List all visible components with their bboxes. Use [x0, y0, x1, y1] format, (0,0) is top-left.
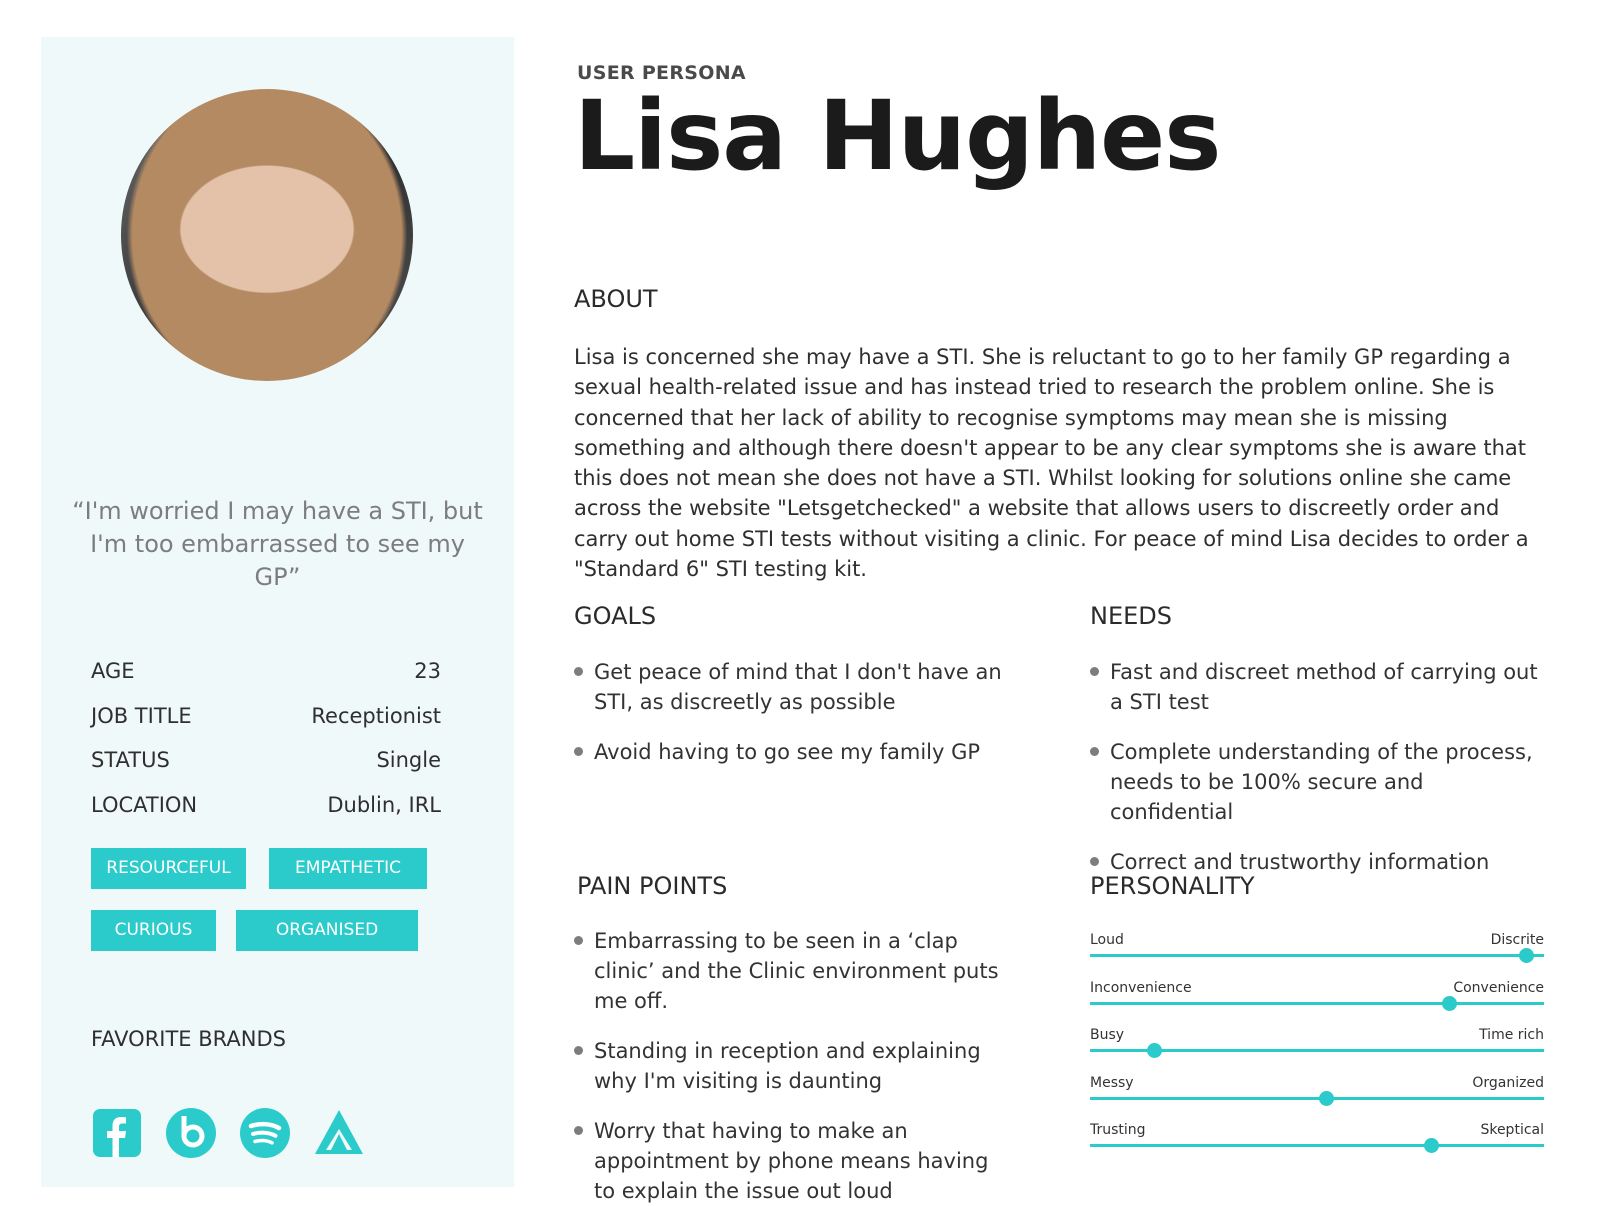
- favorite-brands: [91, 1107, 387, 1159]
- info-row-job-title: [91, 694, 441, 739]
- slider-left-label: Loud: [1090, 932, 1124, 948]
- list-item: Embarrassing to be seen in a ‘clap clinic’ and the Clinic environment puts me off.: [574, 926, 1004, 1016]
- slider-labels: [1090, 932, 1544, 952]
- slider-track: [1090, 954, 1544, 957]
- facebook-icon: [91, 1107, 143, 1159]
- slider-right-label: Organized: [1472, 1074, 1544, 1091]
- persona-info: [91, 649, 441, 827]
- list-item: Correct and trustworthy information: [1090, 847, 1540, 877]
- slider-track: [1090, 1097, 1544, 1100]
- info-label: LOCATION: [91, 792, 198, 817]
- slider-left-label: Trusting: [1090, 1122, 1146, 1138]
- goals-title: GOALS: [574, 602, 657, 630]
- info-row-status: [91, 738, 441, 783]
- personality-slider: [1090, 1122, 1544, 1170]
- persona-name: Lisa Hughes: [574, 80, 1221, 192]
- personality-sliders: [1090, 932, 1544, 1170]
- info-label: STATUS: [91, 748, 170, 773]
- info-label: JOB TITLE: [91, 703, 192, 728]
- persona-sidebar: [41, 37, 514, 1187]
- slider-left-label: Inconvenience: [1090, 979, 1192, 996]
- trait-tag: EMPATHETIC: [269, 848, 427, 889]
- info-value: 23: [414, 659, 441, 684]
- info-row-age: [91, 649, 441, 694]
- pain-points-title: PAIN POINTS: [577, 872, 728, 900]
- slider-left-label: Messy: [1090, 1074, 1134, 1091]
- persona-quote: “I'm worried I may have a STI, but I'm too embarrassed to see my GP”: [72, 497, 483, 591]
- slider-knob: [1442, 996, 1457, 1011]
- persona-eyebrow: USER PERSONA: [577, 62, 746, 84]
- info-value: Single: [376, 748, 441, 773]
- slider-track: [1090, 1002, 1544, 1005]
- info-row-location: [91, 783, 441, 828]
- goals-list: [574, 657, 1004, 767]
- slider-right-label: Time rich: [1479, 1027, 1544, 1043]
- spotify-icon: [239, 1107, 291, 1159]
- slider-left-label: Busy: [1090, 1027, 1125, 1043]
- slider-right-label: Skeptical: [1480, 1122, 1544, 1138]
- slider-knob: [1147, 1043, 1162, 1058]
- slider-knob: [1319, 1091, 1334, 1106]
- info-value: Dublin, IRL: [327, 792, 441, 817]
- personality-title: PERSONALITY: [1090, 872, 1255, 900]
- list-item: Avoid having to go see my family GP: [574, 737, 1004, 767]
- about-title: ABOUT: [574, 285, 658, 313]
- slider-right-label: Discrite: [1490, 932, 1544, 948]
- trait-tag: RESOURCEFUL: [91, 848, 246, 889]
- slider-labels: [1090, 1122, 1544, 1142]
- slider-labels: [1090, 1075, 1544, 1095]
- slider-labels: [1090, 980, 1544, 1000]
- slider-knob: [1519, 948, 1534, 963]
- trait-tag: CURIOUS: [91, 910, 216, 951]
- persona-photo: [121, 89, 413, 381]
- info-label: AGE: [91, 659, 135, 684]
- trait-tag: ORGANISED: [236, 910, 418, 951]
- slider-track: [1090, 1144, 1544, 1147]
- list-item: Standing in reception and explaining why I'm visiting is daunting: [574, 1036, 1004, 1096]
- about-text: Lisa is concerned she may have a STI. She is reluctant to go to her family GP regarding a sexual health-related issue and has instead tried to research the problem online. She is concerned that her lack of ability to recognise symptoms may mean she is missing something and although there doesn't appear to be any clear symptoms she is aware that this does not mean she does not have a STI. Whilst looking for solutions online she came across the website "Letsgetchecked" a website that allows users to discreetly order and carry out home STI tests without visiting a clinic. For peace of mind Lisa decides to order a "Standard 6" STI testing kit.: [574, 345, 1529, 582]
- personality-slider: [1090, 980, 1544, 1028]
- list-item: Fast and discreet method of carrying out a STI test: [1090, 657, 1540, 717]
- info-value: Receptionist: [311, 703, 441, 728]
- list-item: Worry that having to make an appointment by phone means having to explain the issue out loud: [574, 1116, 1004, 1206]
- brands-title: FAVORITE BRANDS: [91, 1027, 286, 1051]
- pain-points-list: [574, 926, 1004, 1206]
- beats-icon: [165, 1107, 217, 1159]
- triangle-brand-icon: [313, 1107, 365, 1159]
- needs-list: [1090, 657, 1540, 877]
- slider-knob: [1424, 1138, 1439, 1153]
- needs-title: NEEDS: [1090, 602, 1172, 630]
- personality-slider: [1090, 1027, 1544, 1075]
- slider-right-label: Convenience: [1453, 979, 1544, 996]
- personality-slider: [1090, 932, 1544, 980]
- list-item: Get peace of mind that I don't have an STI, as discreetly as possible: [574, 657, 1004, 717]
- personality-slider: [1090, 1075, 1544, 1123]
- list-item: Complete understanding of the process, needs to be 100% secure and confidential: [1090, 737, 1540, 827]
